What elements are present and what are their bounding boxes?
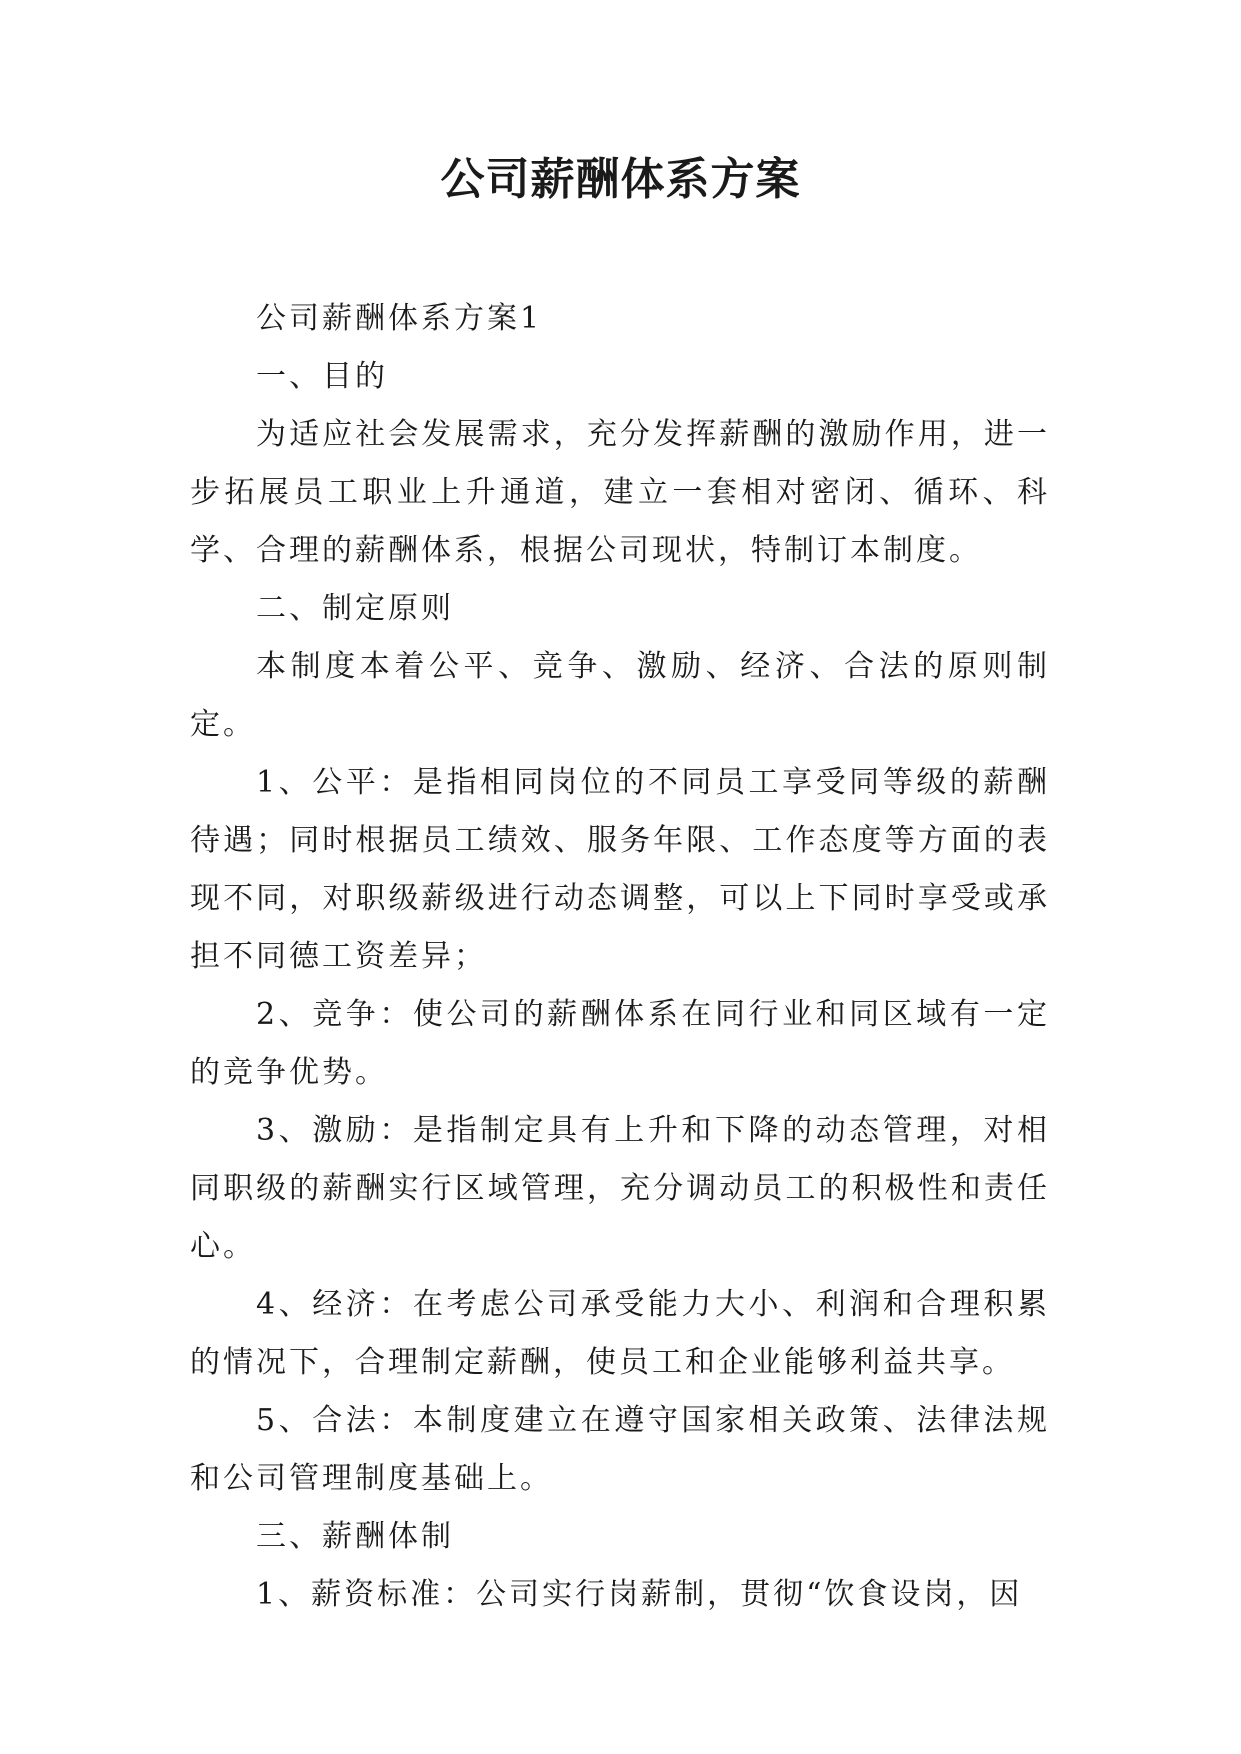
paragraph: 2、竞争：使公司的薪酬体系在同行业和同区域有一定的竞争优势。 bbox=[190, 997, 1050, 1090]
paragraph: 5、合法：本制度建立在遵守国家相关政策、法律法规和公司管理制度基础上。 bbox=[190, 1403, 1050, 1496]
section-heading: 三、薪酬体制 bbox=[256, 1519, 454, 1554]
paragraph: 1、薪资标准：公司实行岗薪制，贯彻“饮食设岗，因 bbox=[256, 1577, 1023, 1612]
section-heading: 二、制定原则 bbox=[256, 591, 454, 626]
document-body bbox=[190, 290, 1050, 1624]
paragraph: 1、公平：是指相同岗位的不同员工享受同等级的薪酬待遇；同时根据员工绩效、服务年限、工作态度等方面的表现不同，对职级薪级进行动态调整，可以上下同时享受或承担不同德工资差异； bbox=[190, 765, 1050, 974]
paragraph: 4、经济：在考虑公司承受能力大小、利润和合理积累的情况下，合理制定薪酬，使员工和企业能够利益共享。 bbox=[190, 1287, 1050, 1380]
paragraph: 为适应社会发展需求，充分发挥薪酬的激励作用，进一步拓展员工职业上升通道，建立一套相对密闭、循环、科学、合理的薪酬体系，根据公司现状，特制订本制度。 bbox=[190, 417, 1050, 568]
document-title: 公司薪酬体系方案 bbox=[440, 154, 801, 205]
section-heading: 公司薪酬体系方案1 bbox=[256, 301, 543, 336]
section-heading: 一、目的 bbox=[256, 359, 388, 394]
paragraph: 本制度本着公平、竞争、激励、经济、合法的原则制定。 bbox=[190, 649, 1050, 742]
paragraph: 3、激励：是指制定具有上升和下降的动态管理，对相同职级的薪酬实行区域管理，充分调动员工的积极性和责任心。 bbox=[190, 1113, 1050, 1264]
